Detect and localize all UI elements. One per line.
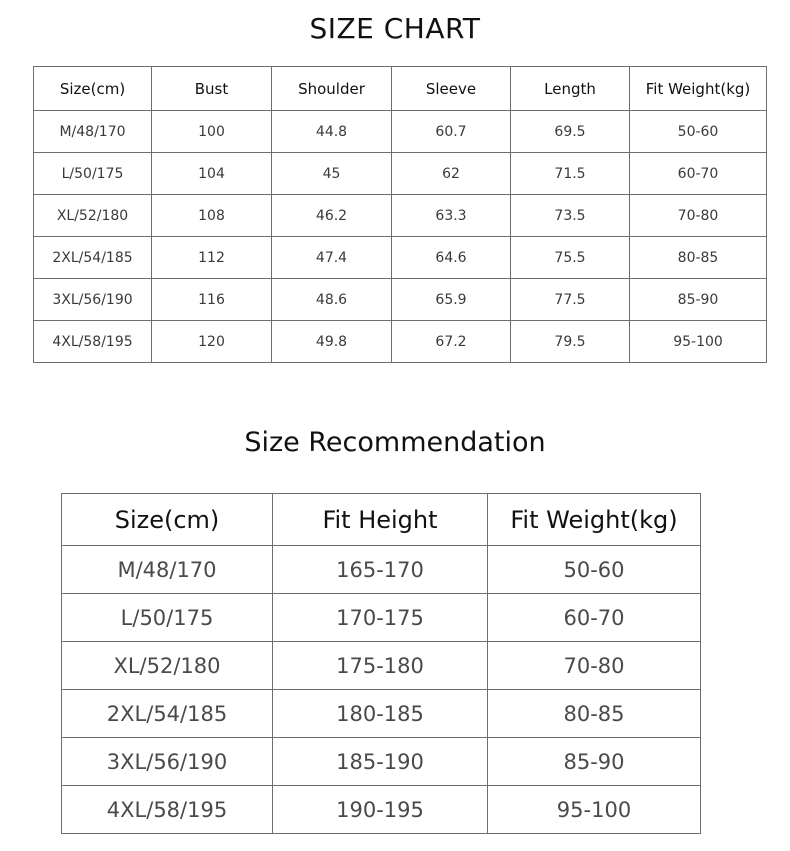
cell-size: L/50/175 bbox=[34, 153, 152, 195]
cell-fit-weight: 80-85 bbox=[488, 690, 701, 738]
cell-length: 75.5 bbox=[511, 237, 630, 279]
table-row bbox=[62, 738, 701, 786]
table-row bbox=[62, 594, 701, 642]
cell-fit-height: 190-195 bbox=[273, 786, 488, 834]
cell-fit-weight: 70-80 bbox=[630, 195, 767, 237]
size-recommendation-table bbox=[61, 493, 701, 834]
cell-size: M/48/170 bbox=[62, 546, 273, 594]
cell-fit-height: 185-190 bbox=[273, 738, 488, 786]
cell-shoulder: 49.8 bbox=[272, 321, 392, 363]
table-row bbox=[34, 237, 767, 279]
cell-sleeve: 60.7 bbox=[392, 111, 511, 153]
cell-shoulder: 48.6 bbox=[272, 279, 392, 321]
cell-length: 79.5 bbox=[511, 321, 630, 363]
cell-fit-weight: 85-90 bbox=[630, 279, 767, 321]
cell-size: XL/52/180 bbox=[34, 195, 152, 237]
cell-sleeve: 62 bbox=[392, 153, 511, 195]
cell-length: 77.5 bbox=[511, 279, 630, 321]
cell-fit-weight: 50-60 bbox=[488, 546, 701, 594]
table-row bbox=[62, 690, 701, 738]
column-header-bust: Bust bbox=[152, 67, 272, 111]
column-header-size: Size(cm) bbox=[62, 494, 273, 546]
cell-size: 3XL/56/190 bbox=[62, 738, 273, 786]
cell-size: 3XL/56/190 bbox=[34, 279, 152, 321]
cell-sleeve: 63.3 bbox=[392, 195, 511, 237]
cell-shoulder: 45 bbox=[272, 153, 392, 195]
cell-shoulder: 44.8 bbox=[272, 111, 392, 153]
column-header-fit-weight: Fit Weight(kg) bbox=[630, 67, 767, 111]
table-row bbox=[62, 546, 701, 594]
size-chart-table bbox=[33, 66, 767, 363]
column-header-size: Size(cm) bbox=[34, 67, 152, 111]
cell-length: 69.5 bbox=[511, 111, 630, 153]
recommendation-header-row bbox=[62, 494, 701, 546]
cell-fit-weight: 60-70 bbox=[488, 594, 701, 642]
cell-fit-height: 180-185 bbox=[273, 690, 488, 738]
size-recommendation-title: Size Recommendation bbox=[244, 427, 546, 458]
cell-shoulder: 46.2 bbox=[272, 195, 392, 237]
cell-bust: 100 bbox=[152, 111, 272, 153]
cell-size: 4XL/58/195 bbox=[62, 786, 273, 834]
cell-fit-weight: 60-70 bbox=[630, 153, 767, 195]
cell-fit-height: 170-175 bbox=[273, 594, 488, 642]
table-row bbox=[34, 111, 767, 153]
cell-fit-weight: 70-80 bbox=[488, 642, 701, 690]
cell-fit-height: 175-180 bbox=[273, 642, 488, 690]
cell-size: M/48/170 bbox=[34, 111, 152, 153]
cell-size: L/50/175 bbox=[62, 594, 273, 642]
cell-fit-weight: 50-60 bbox=[630, 111, 767, 153]
cell-fit-weight: 95-100 bbox=[488, 786, 701, 834]
cell-size: 4XL/58/195 bbox=[34, 321, 152, 363]
cell-size: XL/52/180 bbox=[62, 642, 273, 690]
cell-fit-weight: 85-90 bbox=[488, 738, 701, 786]
cell-shoulder: 47.4 bbox=[272, 237, 392, 279]
cell-bust: 112 bbox=[152, 237, 272, 279]
table-row bbox=[62, 786, 701, 834]
cell-size: 2XL/54/185 bbox=[62, 690, 273, 738]
table-row bbox=[34, 279, 767, 321]
cell-bust: 120 bbox=[152, 321, 272, 363]
column-header-sleeve: Sleeve bbox=[392, 67, 511, 111]
cell-bust: 104 bbox=[152, 153, 272, 195]
table-row bbox=[34, 195, 767, 237]
cell-fit-height: 165-170 bbox=[273, 546, 488, 594]
column-header-fit-height: Fit Height bbox=[273, 494, 488, 546]
cell-length: 73.5 bbox=[511, 195, 630, 237]
column-header-fit-weight: Fit Weight(kg) bbox=[488, 494, 701, 546]
cell-bust: 108 bbox=[152, 195, 272, 237]
cell-fit-weight: 80-85 bbox=[630, 237, 767, 279]
size-chart-header-row bbox=[34, 67, 767, 111]
cell-length: 71.5 bbox=[511, 153, 630, 195]
cell-sleeve: 65.9 bbox=[392, 279, 511, 321]
table-row bbox=[34, 321, 767, 363]
column-header-shoulder: Shoulder bbox=[272, 67, 392, 111]
column-header-length: Length bbox=[511, 67, 630, 111]
cell-size: 2XL/54/185 bbox=[34, 237, 152, 279]
table-row bbox=[34, 153, 767, 195]
cell-sleeve: 67.2 bbox=[392, 321, 511, 363]
cell-fit-weight: 95-100 bbox=[630, 321, 767, 363]
cell-sleeve: 64.6 bbox=[392, 237, 511, 279]
size-chart-title: SIZE CHART bbox=[309, 12, 481, 45]
cell-bust: 116 bbox=[152, 279, 272, 321]
table-row bbox=[62, 642, 701, 690]
